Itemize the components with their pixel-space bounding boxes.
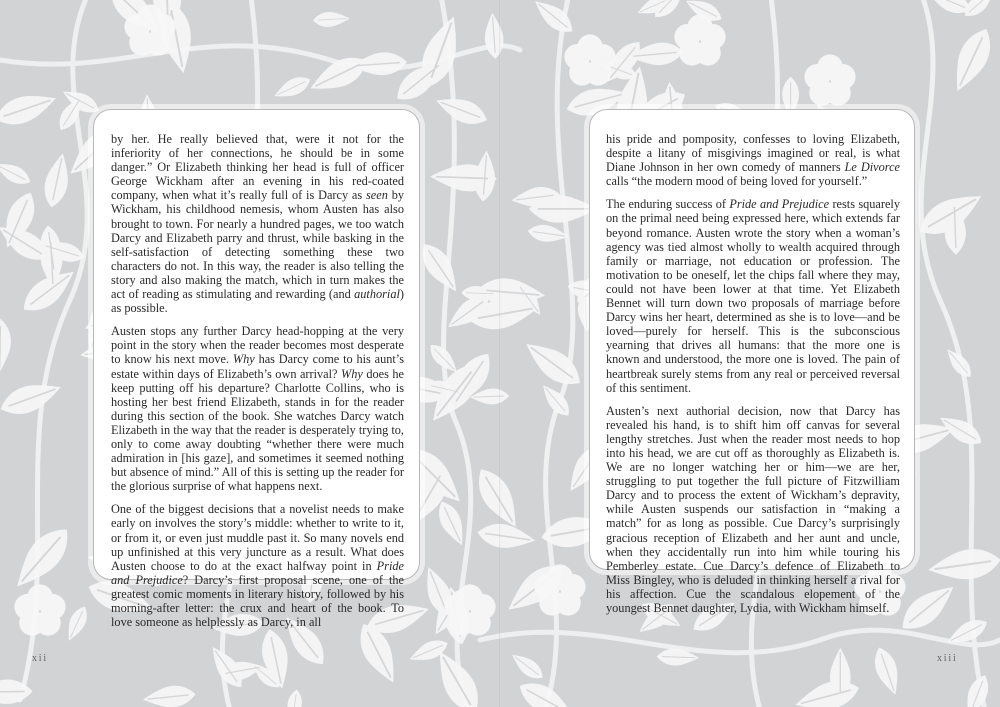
flower-shape [804, 54, 855, 105]
italic-text: Why [232, 352, 255, 367]
flower-shape [674, 14, 725, 65]
book-spine [499, 0, 501, 707]
leaf-shape [529, 0, 578, 39]
leaf-shape [0, 319, 11, 373]
flower-shape [564, 34, 615, 85]
leaf-shape [0, 157, 34, 189]
flower-shape [14, 584, 65, 635]
page-number-left: xii [32, 653, 48, 664]
paragraph: Austen’s next authorial decision, now that Darcy has revealed his hand, is to shift him off canvas for several lengthy stretches. Just when the reader most needs to hop into his head, we are cut off as thoroughly as Elizabeth is. We are no longer watching her or him—we are her, struggling to put together the full picture of Fitzwilliam Darcy and to process the extent of Wickham’s depravity, while Austen suspends our satisfaction in “making a match” for as long as possible. Cue Darcy’s surprisingly gracious reception of Elizabeth and her aunt and uncle, when they accidentally run into him while touring his Pemberley estate. Cue Darcy’s defence of Elizabeth to Miss Bingley, who is deluded in thinking herself a rival for his affection. Cue the scandalous elopement of the youngest Bennet daughter, Lydia, with Wickham himself. [606, 403, 900, 615]
italic-text: Pride and Prejudice [111, 558, 404, 587]
paragraph: his pride and pomposity, confesses to loving Elizabeth, despite a litany of misgivings imagined or real, is what Diane Johnson in her own comedy of manners Le Divorce calls “the modern mood of being loved for yourself.” [606, 132, 900, 189]
paragraph: by her. He really believed that, were it not for the inferiority of her connections, he should be in some danger.” Or Elizabeth thinking her head is full of officer George Wickham after an evening in his red-coated company, when what it’s really full of is Darcy as seen by Wickham, his childhood nemesis, whom Austen has also brought to town. For nearly a hundred pages, we too watch Darcy and Elizabeth parry and thrust, while basking in the self-satisfaction of detecting something these two characters do not. In this way, the reader is also telling the story and also making the match, which in turn makes the act of reading as stimulating and rewarding (and authorial) as possible. [111, 132, 405, 316]
leaf-shape [514, 675, 579, 707]
leaf-shape [0, 86, 60, 131]
italic-text: Why [341, 366, 363, 381]
left-page-text-panel [93, 109, 420, 630]
leaf-vein [0, 691, 25, 692]
paragraph: Austen stops any further Darcy head-hopping at the very point in the story when the reader becomes most desperate to know his next move. Why has Darcy come to his aunt’s estate within days of Elizabeth’s own arrival? Why does he keep putting off his departure? Charlotte Collins, who is hosting her best friend Elizabeth, stands in for the reader during this section of the book. She watches Darcy watch Elizabeth in the way that the reader is desperately trying to, only to come away doubting “whether there were much admiration in [his gaze], and sometimes it seemed nothing but absence of mind.” All of this is setting up the reader for the glorious surprise of what happens next. [111, 324, 405, 494]
italic-text: Pride and Prejudice [729, 197, 830, 212]
paragraph: One of the biggest decisions that a novelist needs to make early on involves the story’s middle: whether to write to it, or from it, or even just muddle past it. So many novels end up unfinished at this very juncture as a result. What does Austen choose to do at the exact halfway point in Pride and Prejudice? Darcy’s first proposal scene, one of the greatest comic moments in literary history, followed by his morning-after letter: the crux and heart of the book. To love someone as helplessly as Darcy, in all [111, 502, 405, 630]
italic-text: authorial [354, 287, 400, 302]
paragraph: The enduring success of Pride and Prejudice rests squarely on the primal need being expressed here, which extends far beyond romance. Austen wrote the story when a woman’s agency was tied almost wholly to wealth acquired through family or marriage, not education or profession. The motivation to be oneself, let the chips fall where they may, could not have been lower at that time. Yet Elizabeth Bennet will turn down two proposals of marriage before Darcy wins her heart, determined as she is to love—and be loved—purely for herself. This is the subconscious yearning that drives all humans: that the more one is known and understood, the more one is loved. The pain of heartbreak surely stems from any real or perceived reversal of this sentiment. [606, 197, 900, 395]
page-number-right: xiii [937, 653, 958, 664]
italic-text: seen [366, 188, 388, 203]
italic-text: Le Divorce [844, 160, 900, 175]
right-page-text-panel [589, 109, 915, 615]
